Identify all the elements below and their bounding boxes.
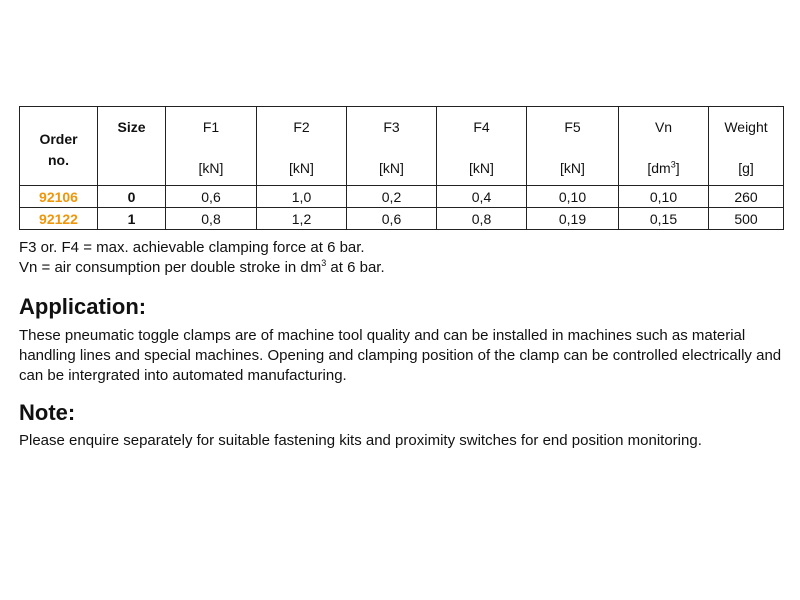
size-cell: 0 [98,186,166,208]
header-order-line1: Order [39,131,78,147]
order-link[interactable]: 92106 [39,188,78,205]
size-cell: 1 [98,208,166,230]
table-header-row [20,107,784,186]
header-vn [619,107,709,186]
footnote-line-2-pre: Vn = air consumption per double stroke in dm [19,259,322,276]
header-f4 [437,107,527,186]
specs-table-wrapper [19,106,784,230]
application-text: These pneumatic toggle clamps are of machine tool quality and can be installed in machines such as material handling lines and special machines. Opening and clamping position of the clamp can be controlled electrically and can be intergrated into automated manufacturing. [19,327,782,384]
f4-cell: 0,8 [437,208,527,230]
header-f3 [347,107,437,186]
weight-cell: 500 [709,208,784,230]
f2-cell: 1,0 [257,186,347,208]
header-vn-unit-post: ] [675,160,680,176]
table-footnotes [19,238,385,278]
footnote-line-2-sup: 3 [321,258,327,268]
header-f2-unit: [kN] [289,160,314,176]
f3-cell: 0,6 [347,208,437,230]
header-f2 [257,107,347,186]
f1-cell: 0,6 [166,186,257,208]
f2-cell: 1,2 [257,208,347,230]
table-row [20,186,784,208]
header-f2-label: F2 [293,119,310,135]
header-weight [709,107,784,186]
header-f5 [527,107,619,186]
header-f1-label: F1 [202,119,220,135]
f1-cell: 0,8 [166,208,257,230]
header-weight-label: Weight [724,119,768,135]
order-link[interactable]: 92122 [39,210,78,227]
header-f1 [166,107,257,186]
note-heading: Note: [19,400,76,425]
order-cell[interactable] [20,208,98,230]
application-heading: Application: [19,294,147,319]
header-f3-unit: [kN] [379,160,404,176]
f5-cell: 0,10 [527,186,619,208]
header-vn-unit-pre: [dm [647,160,671,176]
header-f4-unit: [kN] [469,160,494,176]
header-order-line2: no. [48,152,69,168]
header-size-label: Size [117,119,146,135]
f3-cell: 0,2 [347,186,437,208]
header-weight-unit: [g] [738,160,754,176]
header-vn-unit [619,160,708,176]
footnote-line-2 [19,258,385,278]
header-size [98,107,166,186]
f4-cell: 0,4 [437,186,527,208]
vn-cell: 0,15 [619,208,709,230]
header-f5-label: F5 [564,119,581,135]
header-f3-label: F3 [383,119,400,135]
order-cell[interactable] [20,186,98,208]
f5-cell: 0,19 [527,208,619,230]
note-text: Please enquire separately for suitable fastening kits and proximity switches for end position monitoring. [19,432,702,449]
header-f1-unit: [kN] [198,160,224,176]
vn-cell: 0,10 [619,186,709,208]
header-f4-label: F4 [473,119,490,135]
specs-table [19,106,784,230]
header-order-no [20,107,98,186]
footnote-line-2-post: at 6 bar. [326,259,385,276]
footnote-line-1: F3 or. F4 = max. achievable clamping force at 6 bar. [19,239,365,256]
table-row [20,208,784,230]
header-f5-unit: [kN] [560,160,585,176]
header-vn-label: Vn [654,119,673,135]
header-vn-unit-sup: 3 [670,159,676,170]
weight-cell: 260 [709,186,784,208]
